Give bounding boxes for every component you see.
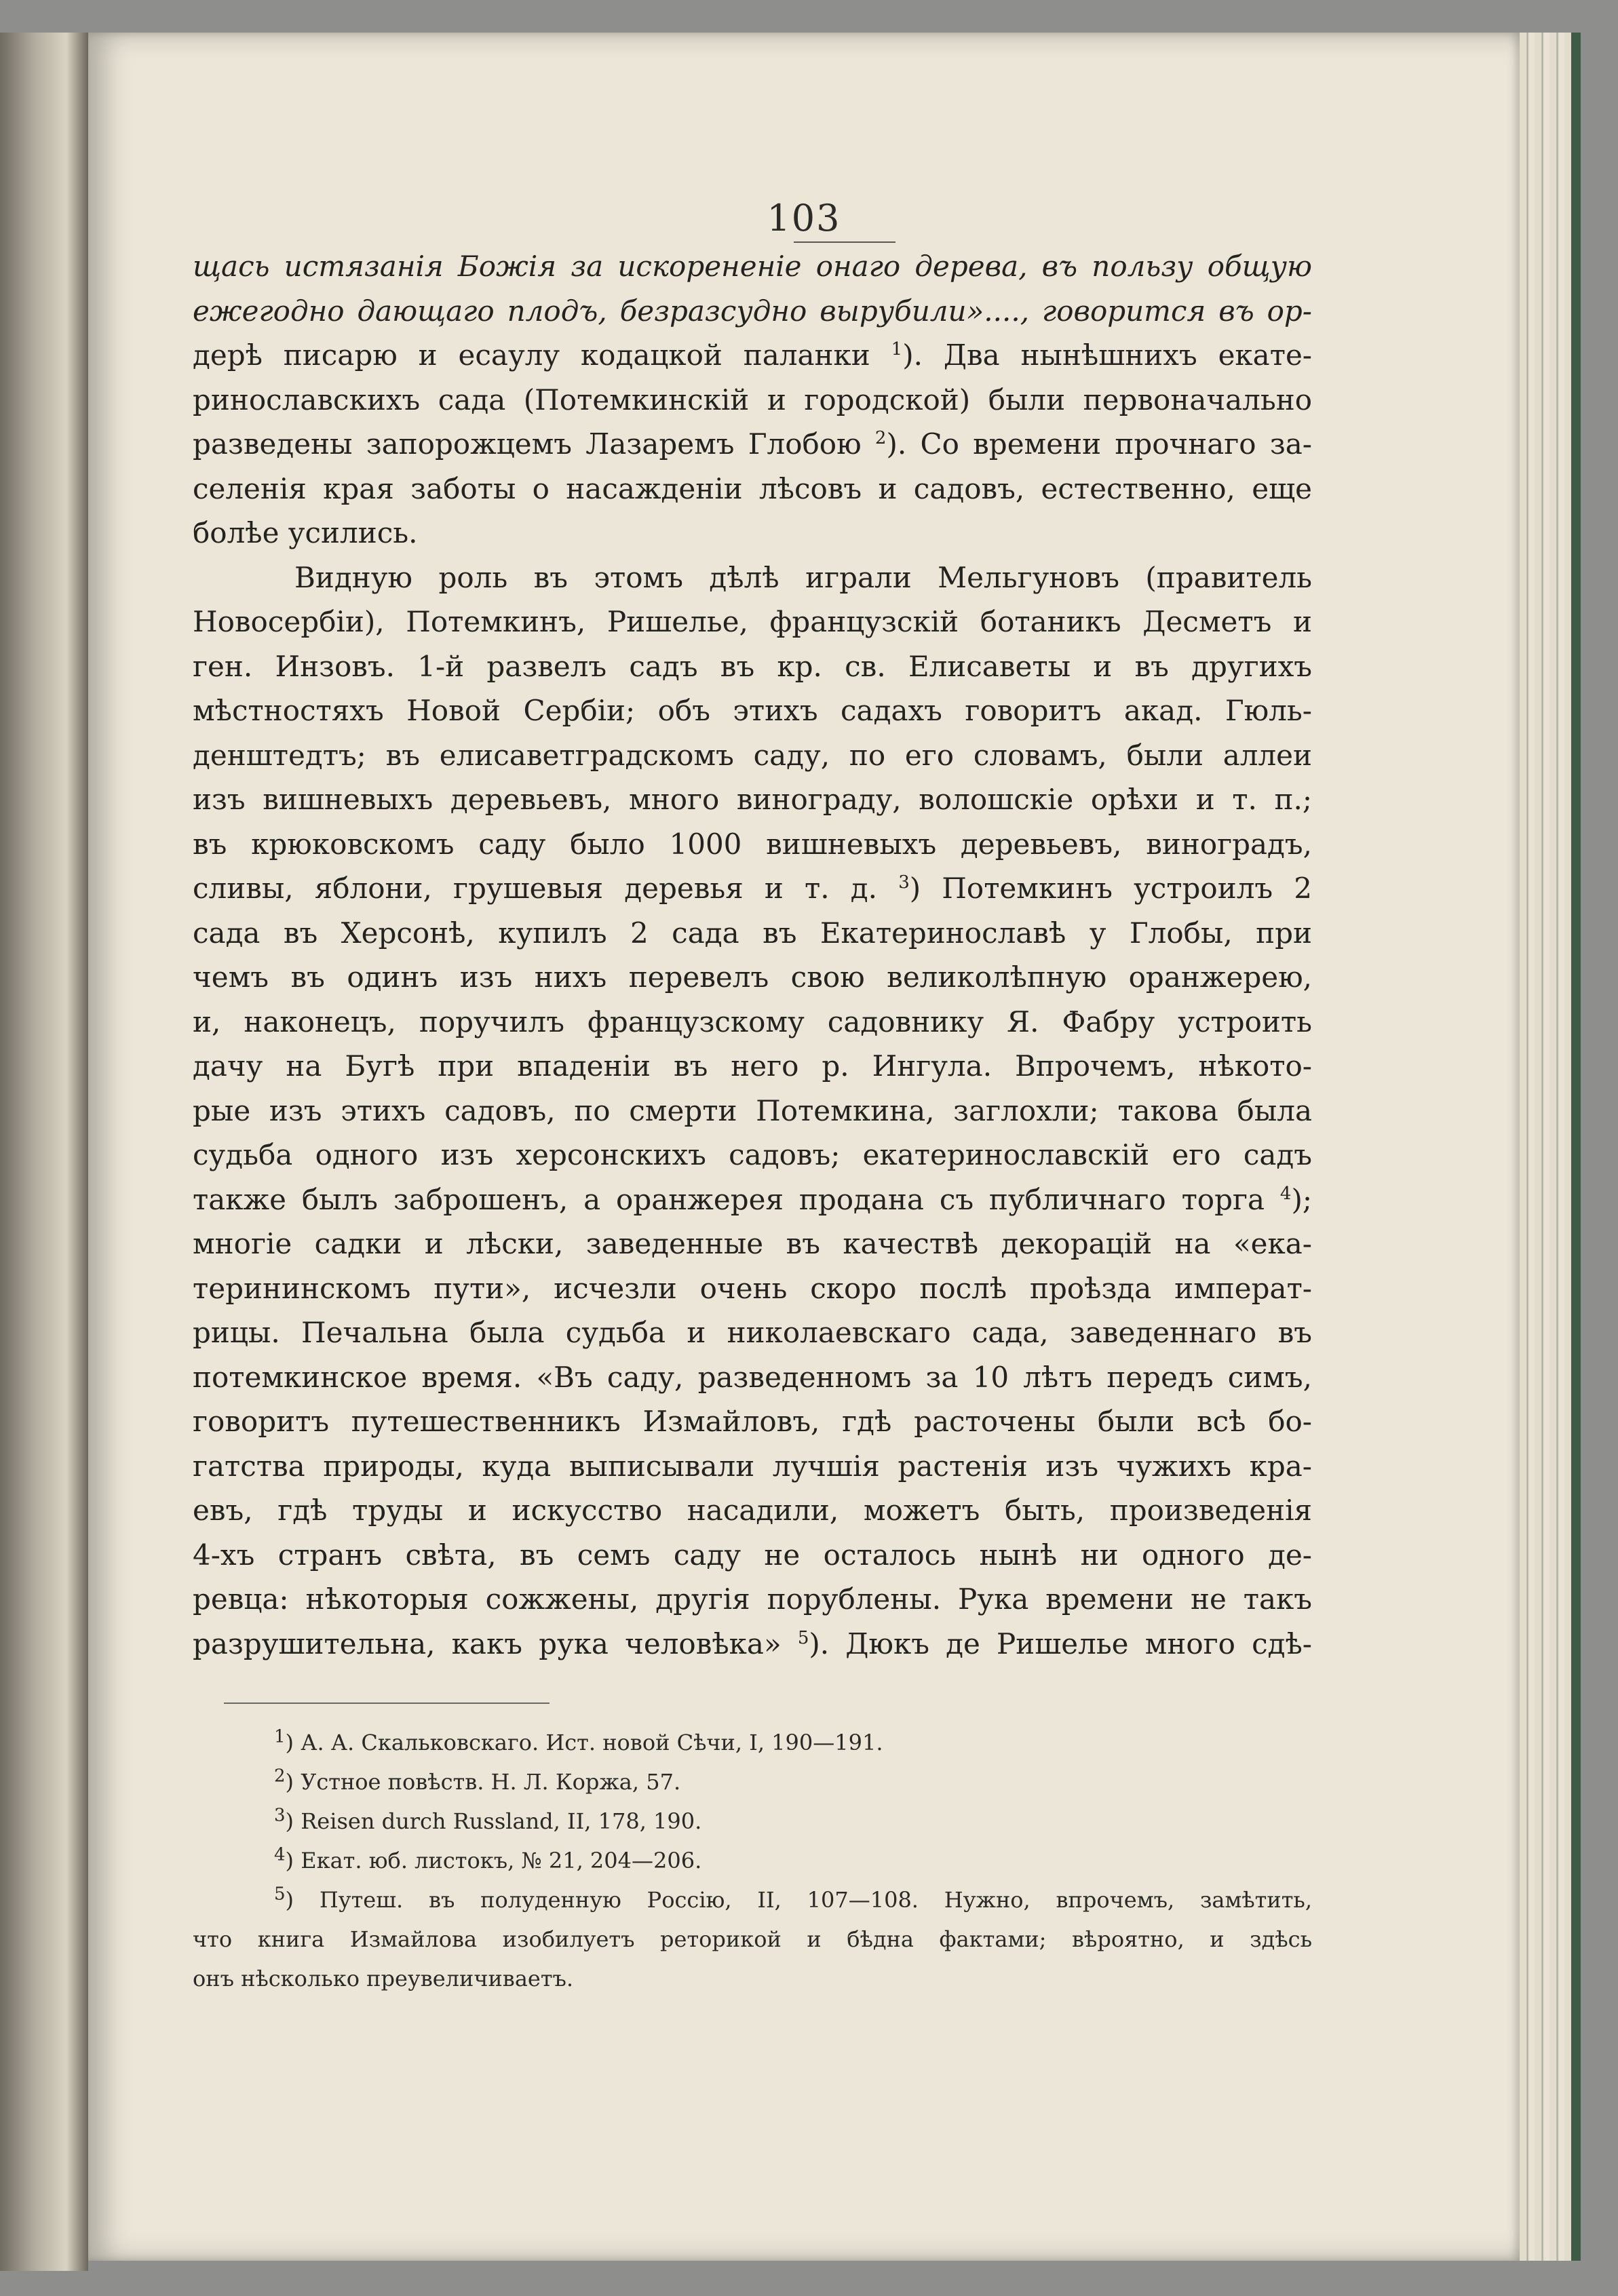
page-number: 103 [767, 197, 841, 239]
footnote [193, 1880, 1312, 1920]
text-line: болѣе усились. [193, 516, 418, 549]
text-line: говоритъ путешественникъ Измайловъ, гдѣ расточены были всѣ бо- [193, 1405, 1312, 1438]
footnote-text: ) Устное повѣств. Н. Л. Коржа, 57. [285, 1769, 681, 1795]
text-line: гатства природы, куда выписывали лучшія растенія изъ чужихъ кра- [193, 1449, 1312, 1483]
footnote [193, 1841, 1312, 1880]
text-line: ринославскихъ сада (Потемкинскій и городской) были первоначально [193, 383, 1312, 416]
text-line [193, 422, 1312, 467]
main-text [193, 244, 1312, 1666]
text-line: судьба одного изъ херсонскихъ садовъ; екатеринославскій его садъ [193, 1138, 1312, 1171]
text-line: селенія края заботы о насажденіи лѣсовъ и садовъ, естественно, еще [193, 471, 1312, 505]
text-line [193, 1178, 1312, 1222]
page-number-rule [794, 241, 895, 243]
text-line: дачу на Бугѣ при впаденіи въ него р. Ингула. Впрочемъ, нѣкото- [193, 1049, 1312, 1083]
text-segment: ). Со времени прочнаго за- [886, 427, 1312, 461]
footnote [193, 1802, 1312, 1841]
book-page-edges [1520, 33, 1581, 2261]
footnote-separator [224, 1702, 550, 1704]
text-segment: ) Потемкинъ устроилъ 2 [909, 872, 1312, 905]
text-line: денштедтъ; въ елисаветградскомъ саду, по его словамъ, были аллеи [193, 738, 1312, 772]
text-line: рицы. Печальна была судьба и николаевскаго сада, заведеннаго въ [193, 1316, 1312, 1349]
text-line: въ крюковскомъ саду было 1000 вишневыхъ деревьевъ, виноградъ, [193, 827, 1312, 861]
text-line [193, 1622, 1312, 1667]
text-segment: также былъ заброшенъ, а оранжерея продана съ публичнаго торга [193, 1182, 1280, 1216]
text-line: 4-хъ странъ свѣта, въ семъ саду не осталось нынѣ ни одного де- [193, 1538, 1312, 1572]
footnote-continuation: что книга Измайлова изобилуетъ реторикой и бѣдна фактами; вѣроятно, и здѣсь [193, 1926, 1312, 1952]
paragraph-first-line: Видную роль въ этомъ дѣлѣ играли Мельгуновъ (правитель [294, 560, 1312, 594]
footnote-mark: 1 [274, 1726, 286, 1747]
footnote-ref: 1 [891, 339, 903, 359]
footnotes [193, 1723, 1312, 1998]
text-line [193, 333, 1312, 378]
footnote-text: ) Reisen durch Russland, II, 178, 190. [285, 1808, 702, 1834]
footnote-ref: 2 [874, 428, 887, 448]
footnote-text: ) А. А. Скальковскаго. Ист. новой Сѣчи, I, 190—191. [285, 1730, 883, 1755]
text-line: чемъ въ одинъ изъ нихъ перевелъ свою великолѣпную оранжерею, [193, 960, 1312, 994]
footnote-ref: 4 [1279, 1183, 1292, 1204]
text-segment: ); [1291, 1182, 1312, 1216]
footnote-ref: 3 [898, 872, 910, 893]
footnote-text: ) Екат. юб. листокъ, № 21, 204—206. [285, 1848, 702, 1873]
text-line: ген. Инзовъ. 1-й развелъ садъ въ кр. св. Елисаветы и въ другихъ [193, 649, 1312, 683]
text-segment: ). Два нынѣшнихъ екате- [902, 338, 1313, 372]
footnote-mark: 4 [274, 1844, 286, 1865]
footnote-text: ) Путеш. въ полуденную Россію, II, 107—108. Нужно, впрочемъ, замѣтить, [285, 1887, 1312, 1913]
text-line-italic: ежегодно дающаго плодъ, безразсудно вырубили»...., говорится въ ор- [193, 294, 1312, 328]
text-line: Новосербіи), Потемкинъ, Ришелье, французскій ботаникъ Десметъ и [193, 605, 1312, 638]
text-segment: дерѣ писарю и есаулу кодацкой паланки [193, 338, 891, 372]
text-segment: ). Дюкъ де Ришелье много сдѣ- [809, 1627, 1312, 1660]
footnote [193, 1762, 1312, 1802]
text-line: потемкинское время. «Въ саду, разведенномъ за 10 лѣтъ передъ симъ, [193, 1360, 1312, 1394]
footnote-mark: 2 [274, 1766, 286, 1787]
footnote-mark: 3 [274, 1805, 286, 1826]
text-segment: разрушительна, какъ рука человѣка» [193, 1627, 798, 1660]
text-segment: разведены запорожцемъ Лазаремъ Глобою [193, 427, 875, 461]
text-line: терининскомъ пути», исчезли очень скоро послѣ проѣзда императ- [193, 1271, 1312, 1305]
text-line: ревца: нѣкоторыя сожжены, другія порублены. Рука времени не такъ [193, 1582, 1312, 1616]
text-line [193, 289, 1312, 334]
book-gutter-left-page [0, 33, 88, 2271]
text-line-italic: щась истязанія Божія за искорененіе онаго дерева, въ пользу общую [193, 250, 1312, 283]
text-line: изъ вишневыхъ деревьевъ, много винограду, волошскіе орѣхи и т. п.; [193, 783, 1312, 816]
text-line [193, 244, 1312, 289]
text-line: мѣстностяхъ Новой Сербіи; объ этихъ садахъ говоритъ акад. Гюль- [193, 694, 1312, 727]
text-segment: сливы, яблони, грушевыя деревья и т. д. [193, 872, 899, 905]
text-line: рые изъ этихъ садовъ, по смерти Потемкина, заглохли; такова была [193, 1093, 1312, 1127]
footnote-ref: 5 [797, 1627, 809, 1648]
text-line: и, наконецъ, поручилъ французскому садовнику Я. Фабру устроить [193, 1005, 1312, 1038]
text-line: многіе садки и лѣски, заведенные въ качествѣ декорацій на «ека- [193, 1227, 1312, 1260]
text-line [193, 866, 1312, 911]
text-line: сада въ Херсонѣ, купилъ 2 сада въ Екатеринославѣ у Глобы, при [193, 916, 1312, 950]
text-line: евъ, гдѣ труды и искусство насадили, можетъ быть, произведенія [193, 1494, 1312, 1527]
footnote-continuation: онъ нѣсколько преувеличиваетъ. [193, 1966, 574, 1991]
footnote-mark: 5 [274, 1884, 286, 1905]
footnote [193, 1723, 1312, 1762]
